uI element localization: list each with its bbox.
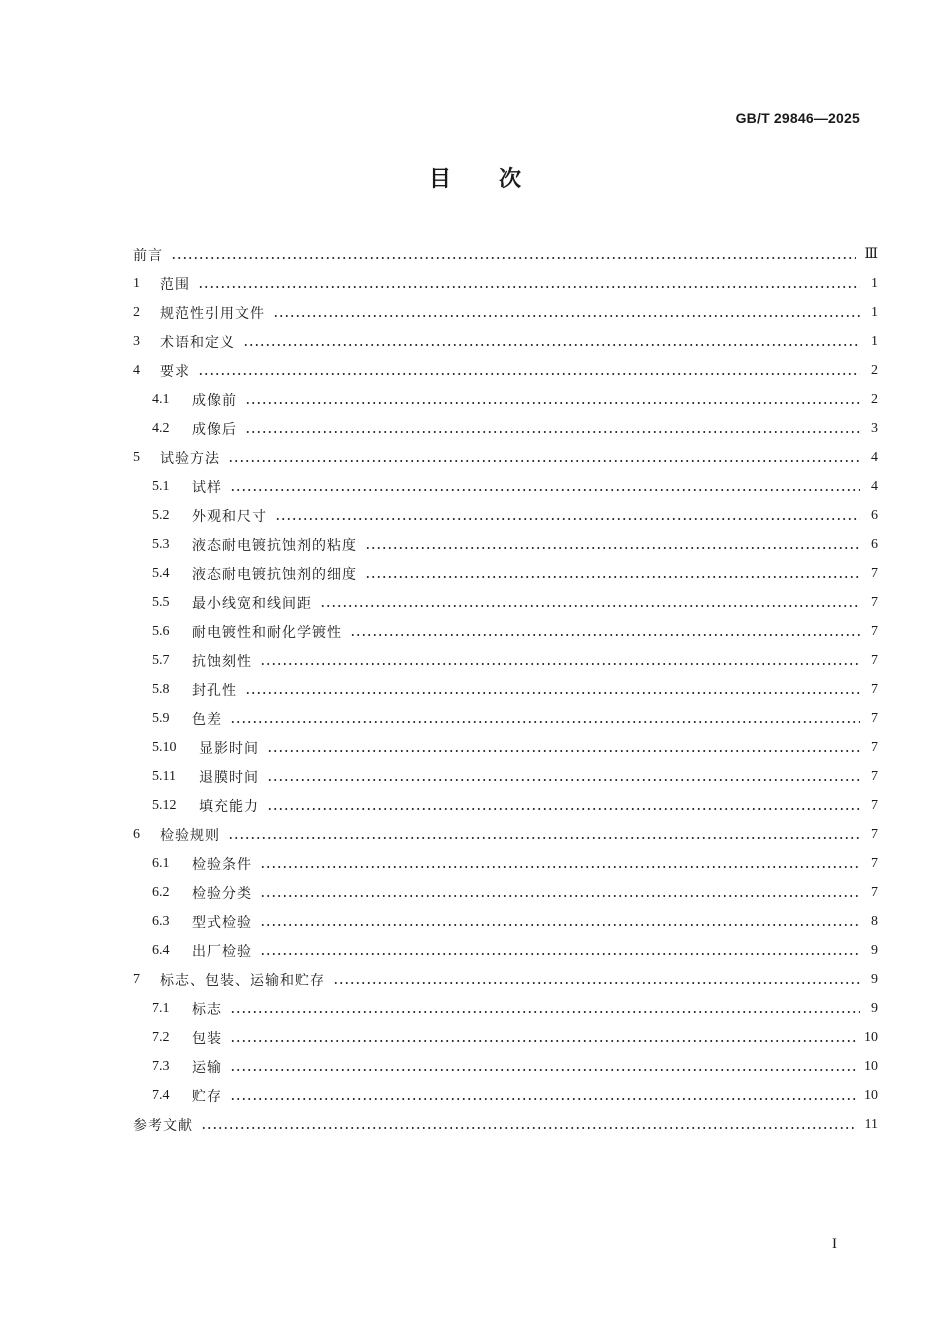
- toc-entry[interactable]: [133, 1081, 878, 1110]
- dot-leader: [267, 750, 860, 752]
- dot-leader: [260, 953, 860, 955]
- toc-entry-label: 运输: [192, 1059, 222, 1076]
- toc-entry-page: 7: [871, 652, 878, 668]
- dot-leader: [267, 808, 860, 810]
- toc-entry-label: 术语和定义: [160, 334, 235, 351]
- toc-entry-label: 规范性引用文件: [160, 305, 265, 322]
- toc-entry-number: 5.5: [152, 594, 170, 610]
- toc-entry-number: 7.1: [152, 1000, 170, 1016]
- dot-leader: [230, 1098, 856, 1100]
- toc-entry-page: 9: [871, 942, 878, 958]
- toc-entry[interactable]: [133, 965, 878, 994]
- toc-entry-label: 标志: [192, 1001, 222, 1018]
- toc-entry-label: 退膜时间: [199, 769, 259, 786]
- toc-entry-number: 7.3: [152, 1058, 170, 1074]
- page-number: I: [832, 1236, 837, 1252]
- toc-entry-label: 显影时间: [199, 740, 259, 757]
- toc-entry-label: 检验条件: [192, 856, 252, 873]
- toc-entry-number: 5.4: [152, 565, 170, 581]
- toc-entry-number: 4.2: [152, 420, 170, 436]
- toc-entry-page: 7: [871, 710, 878, 726]
- toc-entry[interactable]: [133, 994, 878, 1023]
- dot-leader: [228, 460, 860, 462]
- toc-entry-page: 4: [871, 478, 878, 494]
- toc-entry-number: 5.6: [152, 623, 170, 639]
- dot-leader: [365, 547, 860, 549]
- toc-entry-number: 5.12: [152, 797, 177, 813]
- toc-entry-label: 出厂检验: [192, 943, 252, 960]
- toc-entry-page: 11: [864, 1116, 878, 1132]
- dot-leader: [245, 402, 860, 404]
- toc-entry-label: 试验方法: [160, 450, 220, 467]
- toc-entry[interactable]: [133, 472, 878, 501]
- toc-entry-number: 6: [133, 826, 140, 842]
- title-char-2: 次: [499, 167, 522, 192]
- toc-entry-number: 6.2: [152, 884, 170, 900]
- toc-entry-number: 2: [133, 304, 140, 320]
- toc-entry[interactable]: [133, 762, 878, 791]
- toc-entry[interactable]: [133, 646, 878, 675]
- toc-entry[interactable]: [133, 501, 878, 530]
- toc-entry-label: 前言: [133, 247, 163, 264]
- toc-entry-number: 5.8: [152, 681, 170, 697]
- toc-entry[interactable]: [133, 704, 878, 733]
- dot-leader: [260, 895, 860, 897]
- dot-leader: [230, 1069, 856, 1071]
- toc-entry-page: 9: [871, 1000, 878, 1016]
- toc-entry[interactable]: [133, 269, 878, 298]
- dot-leader: [230, 1040, 856, 1042]
- toc-entry-page: 7: [871, 565, 878, 581]
- dot-leader: [275, 518, 860, 520]
- toc-entry[interactable]: [133, 298, 878, 327]
- dot-leader: [201, 1127, 857, 1129]
- toc-entry-page: 6: [871, 507, 878, 523]
- dot-leader: [260, 866, 860, 868]
- toc-entry-page: 3: [871, 420, 878, 436]
- toc-entry-page: 1: [871, 333, 878, 349]
- toc-entry-page: 7: [871, 768, 878, 784]
- toc-entry-page: Ⅲ: [864, 247, 878, 262]
- toc-entry-page: 9: [871, 971, 878, 987]
- toc-entry-label: 试样: [192, 479, 222, 496]
- toc-entry-number: 5.1: [152, 478, 170, 494]
- dot-leader: [230, 489, 860, 491]
- toc-entry-number: 5.2: [152, 507, 170, 523]
- toc-entry-label: 标志、包装、运输和贮存: [160, 972, 325, 989]
- toc-entry-label: 型式检验: [192, 914, 252, 931]
- toc-entry-page: 10: [864, 1058, 878, 1074]
- toc-entry[interactable]: [133, 791, 878, 820]
- toc-entry-number: 5: [133, 449, 140, 465]
- toc-entry-page: 1: [871, 275, 878, 291]
- toc-entry-number: 6.3: [152, 913, 170, 929]
- toc-entry[interactable]: [133, 733, 878, 762]
- dot-leader: [260, 663, 860, 665]
- toc-entry[interactable]: [133, 617, 878, 646]
- dot-leader: [333, 982, 860, 984]
- toc-entry-label: 外观和尺寸: [192, 508, 267, 525]
- toc-entry-number: 1: [133, 275, 140, 291]
- toc-entry-page: 7: [871, 594, 878, 610]
- toc-entry-label: 要求: [160, 363, 190, 380]
- toc-entry-label: 范围: [160, 276, 190, 293]
- toc-entry-number: 5.7: [152, 652, 170, 668]
- dot-leader: [198, 286, 860, 288]
- toc-entry-label: 成像后: [192, 421, 237, 438]
- toc-entry-number: 5.9: [152, 710, 170, 726]
- dot-leader: [171, 257, 856, 259]
- toc-entry-page: 8: [871, 913, 878, 929]
- dot-leader: [230, 1011, 860, 1013]
- toc-entry-number: 7.2: [152, 1029, 170, 1045]
- toc-entry-label: 检验规则: [160, 827, 220, 844]
- toc-entry[interactable]: [133, 849, 878, 878]
- dot-leader: [365, 576, 860, 578]
- toc-entry-number: 7.4: [152, 1087, 170, 1103]
- toc-entry-label: 最小线宽和线间距: [192, 595, 312, 612]
- dot-leader: [198, 373, 860, 375]
- toc-entry-page: 10: [864, 1029, 878, 1045]
- toc-entry-number: 3: [133, 333, 140, 349]
- toc-entry-label: 液态耐电镀抗蚀剂的细度: [192, 566, 357, 583]
- toc-entry-page: 2: [871, 362, 878, 378]
- toc-entry-page: 4: [871, 449, 878, 465]
- toc-entry-label: 包装: [192, 1030, 222, 1047]
- toc-entry-number: 5.10: [152, 739, 177, 755]
- dot-leader: [350, 634, 860, 636]
- toc-entry-number: 5.11: [152, 768, 176, 784]
- toc-entry-label: 成像前: [192, 392, 237, 409]
- toc-entry[interactable]: [133, 1110, 878, 1139]
- toc-entry-label: 耐电镀性和耐化学镀性: [192, 624, 342, 641]
- toc-entry-label: 参考文献: [133, 1117, 193, 1134]
- dot-leader: [267, 779, 860, 781]
- toc-entry-number: 6.1: [152, 855, 170, 871]
- toc-entry-page: 7: [871, 826, 878, 842]
- toc-entry-page: 7: [871, 797, 878, 813]
- dot-leader: [228, 837, 860, 839]
- dot-leader: [260, 924, 860, 926]
- dot-leader: [245, 692, 860, 694]
- toc-entry-page: 7: [871, 855, 878, 871]
- toc-entry[interactable]: [133, 327, 878, 356]
- page-title: [0, 162, 950, 193]
- toc-entry-page: 7: [871, 681, 878, 697]
- toc-entry-label: 色差: [192, 711, 222, 728]
- toc-entry[interactable]: [133, 907, 878, 936]
- toc-entry-label: 贮存: [192, 1088, 222, 1105]
- table-of-contents: [133, 240, 878, 1139]
- toc-entry[interactable]: [133, 385, 878, 414]
- toc-entry-page: 10: [864, 1087, 878, 1103]
- toc-entry[interactable]: [133, 1052, 878, 1081]
- standard-code: GB/T 29846—2025: [735, 110, 860, 126]
- toc-entry[interactable]: [133, 530, 878, 559]
- toc-entry-number: 5.3: [152, 536, 170, 552]
- toc-entry-label: 填充能力: [199, 798, 259, 815]
- toc-entry[interactable]: [133, 820, 878, 849]
- toc-entry-label: 抗蚀刻性: [192, 653, 252, 670]
- toc-entry-page: 6: [871, 536, 878, 552]
- toc-entry[interactable]: [133, 588, 878, 617]
- toc-entry-label: 封孔性: [192, 682, 237, 699]
- toc-entry[interactable]: [133, 356, 878, 385]
- toc-entry[interactable]: [133, 1023, 878, 1052]
- dot-leader: [245, 431, 860, 433]
- toc-entry-page: 7: [871, 623, 878, 639]
- toc-entry-number: 4: [133, 362, 140, 378]
- toc-entry-number: 7: [133, 971, 140, 987]
- toc-entry-label: 液态耐电镀抗蚀剂的粘度: [192, 537, 357, 554]
- dot-leader: [230, 721, 860, 723]
- toc-entry[interactable]: [133, 559, 878, 588]
- toc-entry-page: 1: [871, 304, 878, 320]
- toc-entry[interactable]: [133, 675, 878, 704]
- dot-leader: [320, 605, 860, 607]
- toc-entry[interactable]: [133, 414, 878, 443]
- toc-entry-page: 2: [871, 391, 878, 407]
- toc-entry-page: 7: [871, 884, 878, 900]
- toc-entry[interactable]: [133, 878, 878, 907]
- toc-entry-number: 6.4: [152, 942, 170, 958]
- toc-entry[interactable]: [133, 936, 878, 965]
- toc-entry-label: 检验分类: [192, 885, 252, 902]
- title-char-1: 目: [428, 167, 451, 192]
- dot-leader: [243, 344, 860, 346]
- toc-entry[interactable]: [133, 443, 878, 472]
- toc-entry-page: 7: [871, 739, 878, 755]
- toc-entry-number: 4.1: [152, 391, 170, 407]
- toc-entry[interactable]: [133, 240, 878, 269]
- dot-leader: [273, 315, 860, 317]
